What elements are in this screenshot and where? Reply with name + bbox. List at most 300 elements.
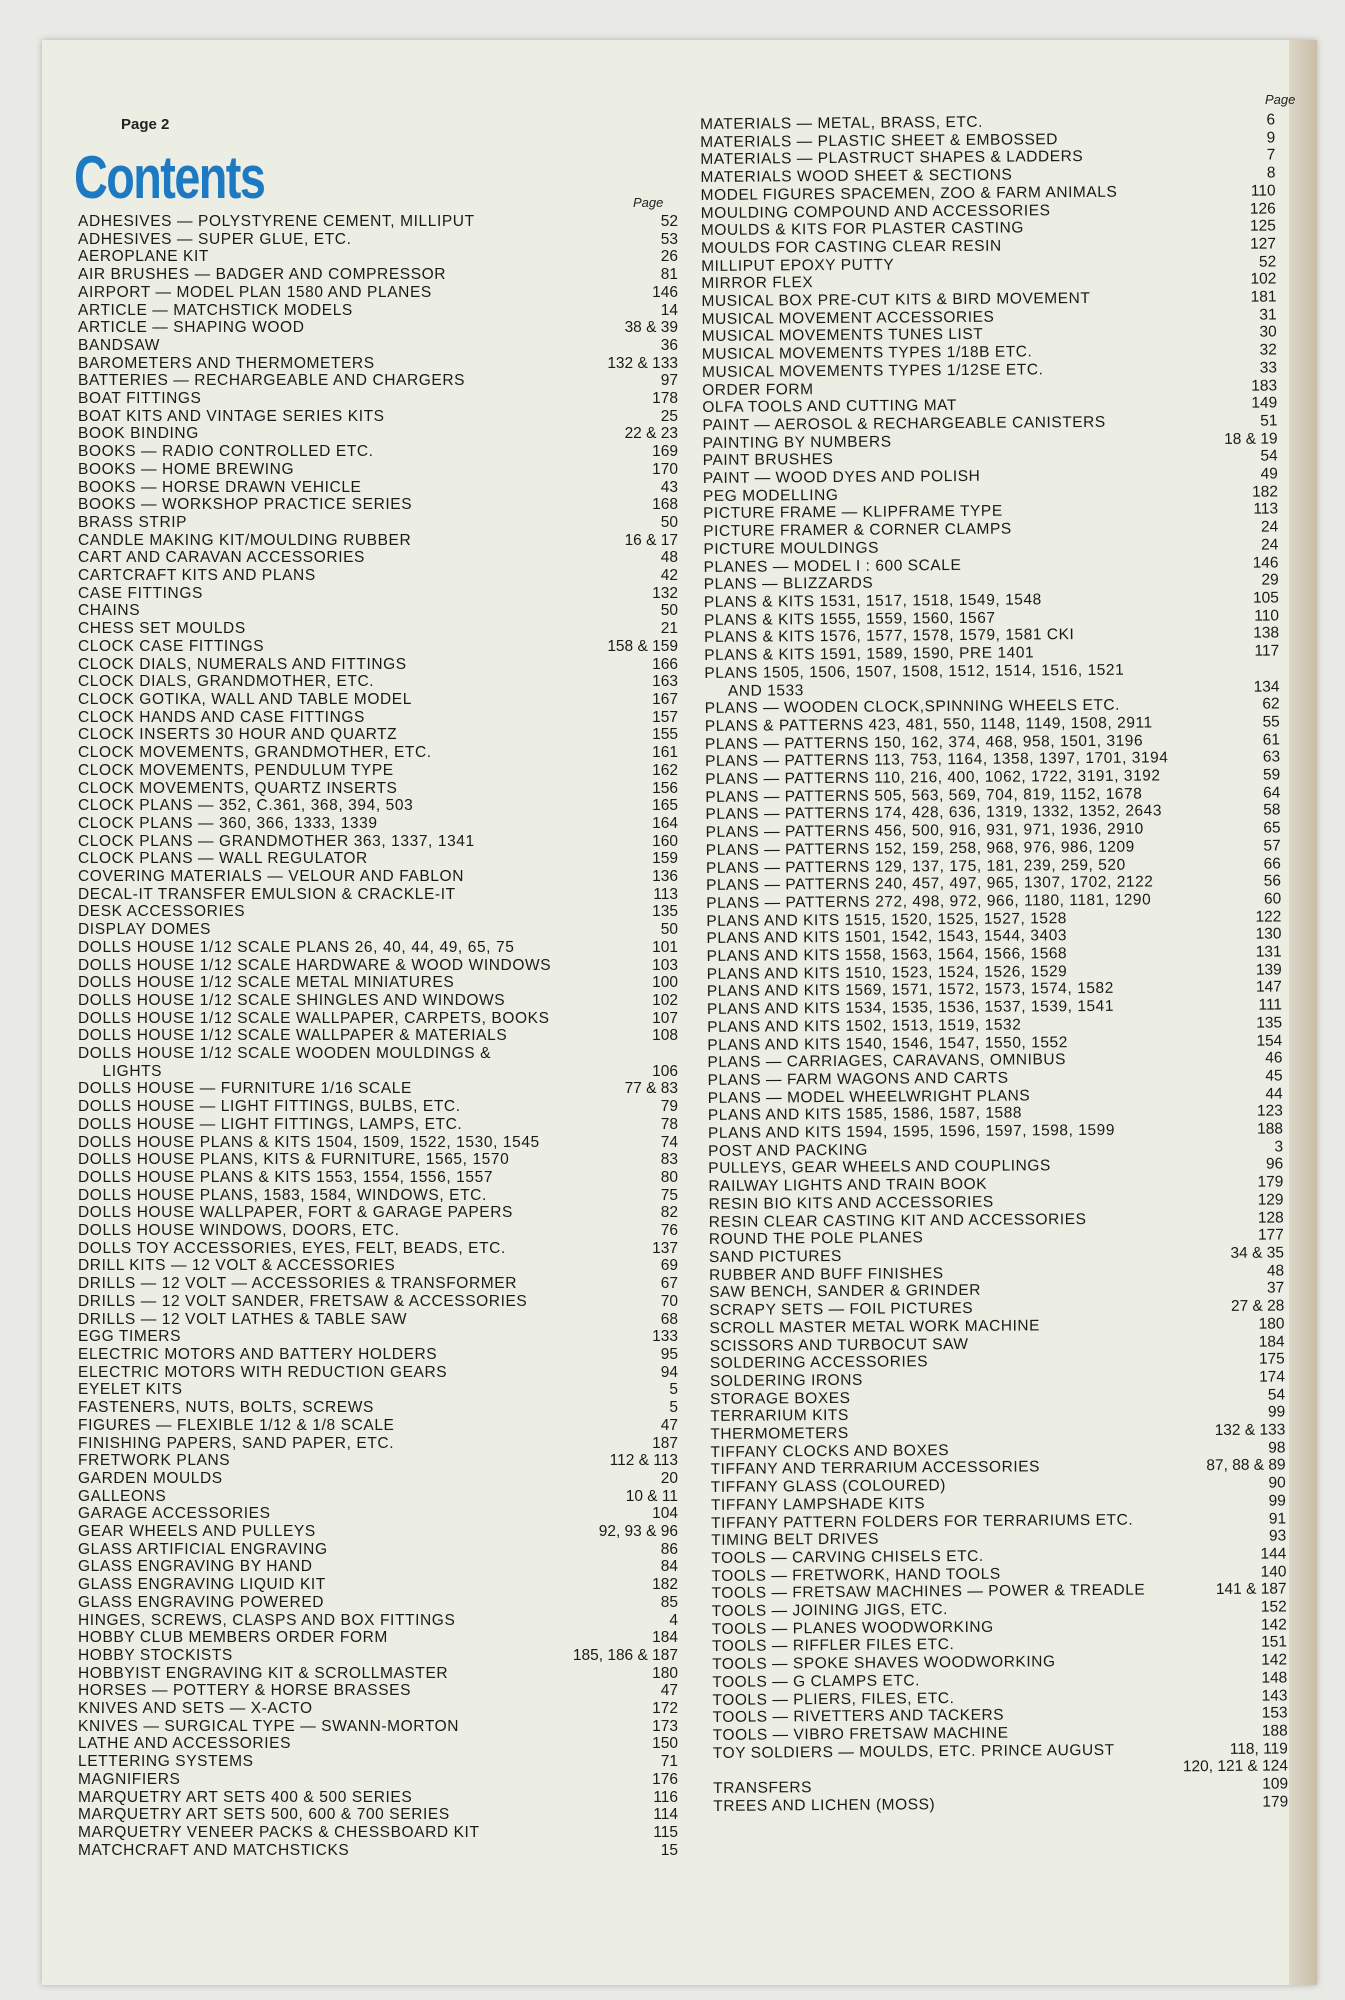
entry-title: PLANS — CARRIAGES, CARAVANS, OMNIBUS [707, 1051, 1067, 1072]
entry-title: TOOLS — PLANES WOODWORKING [711, 1618, 994, 1638]
contents-entry [78, 868, 678, 886]
entry-page-number: 20 [660, 1469, 678, 1487]
contents-entry [78, 319, 678, 337]
entry-page-number: 54 [1267, 1386, 1286, 1404]
entry-title: GEAR WHEELS AND PULLEYS [78, 1523, 316, 1541]
entry-page-number: 42 [660, 567, 678, 585]
contents-entry [78, 992, 678, 1010]
entry-title: SCISSORS AND TURBOCUT SAW [709, 1335, 969, 1355]
entry-title: PLANS AND KITS 1534, 1535, 1536, 1537, 1539, 1541 [706, 997, 1115, 1019]
entry-page-number: 57 [1263, 837, 1281, 855]
contents-entry [78, 1665, 678, 1683]
entry-title: BOAT FITTINGS [78, 390, 202, 408]
contents-entry [78, 1116, 678, 1134]
entry-page-number: 9 [1266, 129, 1276, 147]
contents-entry [78, 372, 678, 390]
entry-page-number: 95 [660, 1346, 678, 1363]
entry-title: DISPLAY DOMES [78, 921, 211, 939]
entry-page-number: 27 & 28 [1230, 1297, 1285, 1315]
entry-page-number: 161 [652, 744, 678, 762]
entry-page-number: 59 [1262, 766, 1281, 784]
entry-page-number: 8 [1266, 164, 1276, 182]
entry-title: MATCHCRAFT AND MATCHSTICKS [78, 1841, 350, 1859]
entry-title: EYELET KITS [78, 1381, 183, 1399]
entry-title: AIR BRUSHES — BADGER AND COMPRESSOR [78, 266, 447, 284]
contents-entry [78, 1080, 678, 1098]
page-spine [1289, 40, 1317, 1985]
contents-entry [78, 1417, 678, 1435]
entry-title: ORDER FORM [702, 380, 814, 399]
entry-title: CLOCK PLANS — WALL REGULATOR [78, 850, 368, 868]
contents-entry [78, 638, 678, 656]
entry-page-number: 76 [660, 1222, 678, 1240]
entry-title: FASTENERS, NUTS, BOLTS, SCREWS [78, 1399, 374, 1417]
entry-page-number: 180 [1258, 1315, 1285, 1333]
entry-page-number: 21 [660, 620, 678, 638]
entry-title: TERRARIUM KITS [710, 1407, 849, 1426]
entry-page-number: 183 [1251, 377, 1278, 395]
entry-title: COVERING MATERIALS — VELOUR AND FABLON [78, 868, 464, 886]
contents-entry [78, 337, 678, 355]
entry-page-number: 126 [1249, 199, 1276, 218]
entry-title: CART AND CARAVAN ACCESSORIES [78, 549, 365, 567]
entry-title: DECAL-IT TRANSFER EMULSION & CRACKLE-IT [78, 885, 456, 903]
contents-entry [78, 1771, 678, 1789]
entry-title: PLANS — PATTERNS 152, 159, 258, 968, 976, 986, 1209 [705, 838, 1135, 859]
entry-title: PLANS AND KITS 1569, 1571, 1572, 1573, 1574, 1582 [706, 980, 1114, 1001]
entry-page-number: 34 & 35 [1230, 1244, 1285, 1262]
entry-page-number: 113 [653, 885, 678, 903]
entry-page-number: 182 [652, 1576, 678, 1594]
entry-title: GARDEN MOULDS [78, 1469, 223, 1487]
entry-page-number: 98 [1268, 1439, 1286, 1457]
entry-page-number: 63 [1262, 748, 1281, 766]
entry-page-number: 50 [660, 513, 678, 531]
contents-entry [78, 585, 678, 603]
entry-page-number: 94 [660, 1363, 678, 1381]
left-page-column-header: Page [633, 195, 664, 210]
contents-entry [78, 1222, 678, 1240]
contents-entry [78, 762, 678, 780]
contents-entry [78, 1452, 678, 1470]
entry-page-number: 144 [1260, 1545, 1287, 1563]
contents-entry [78, 284, 678, 302]
entry-title: FRETWORK PLANS [78, 1452, 231, 1470]
entry-title: MUSICAL MOVEMENTS TUNES LIST [701, 326, 984, 346]
entry-title: MUSICAL MOVEMENT ACCESSORIES [701, 308, 995, 328]
entry-page-number: 93 [1268, 1527, 1287, 1545]
entry-page-number: 185, 186 & 187 [572, 1646, 678, 1664]
contents-entry [78, 709, 678, 727]
entry-title: BOOKS — RADIO CONTROLLED ETC. [78, 443, 374, 461]
entry-page-number: 90 [1268, 1474, 1286, 1492]
entry-page-number: 18 & 19 [1224, 430, 1278, 448]
entry-page-number: 71 [660, 1753, 678, 1771]
entry-page-number: 164 [652, 814, 678, 832]
contents-entry [78, 921, 678, 939]
entry-title: PLANS — PATTERNS 150, 162, 374, 468, 958, 1501, 3196 [704, 732, 1144, 753]
entry-page-number: 137 [652, 1239, 678, 1257]
contents-entry [78, 425, 678, 443]
entry-title: POST AND PACKING [708, 1141, 869, 1160]
contents-entry [78, 1257, 678, 1275]
entry-title: BANDSAW [78, 336, 160, 354]
contents-entry [78, 461, 678, 479]
entry-title: TOOLS — PLIERS, FILES, ETC. [712, 1689, 955, 1709]
entry-page-number: 131 [1255, 943, 1282, 961]
entry-title: AEROPLANE KIT [78, 248, 209, 266]
entry-title: MATERIALS — PLASTRUCT SHAPES & LADDERS [700, 148, 1084, 169]
entry-page-number: 68 [660, 1310, 678, 1328]
contents-entry [78, 248, 678, 266]
entry-page-number: 99 [1268, 1492, 1286, 1510]
contents-entry [78, 1647, 678, 1665]
entry-title: PLANS AND KITS 1502, 1513, 1519, 1532 [707, 1016, 1022, 1036]
entry-page-number: 32 [1259, 341, 1277, 359]
entry-page-number: 152 [1260, 1598, 1287, 1616]
entry-page-number: 74 [660, 1133, 678, 1151]
contents-entry [78, 1470, 678, 1488]
entry-page-number: 66 [1263, 854, 1281, 873]
entry-page-number: 87, 88 & 89 [1206, 1456, 1286, 1475]
contents-entry [78, 1381, 678, 1399]
entry-title: ROUND THE POLE PLANES [708, 1229, 924, 1249]
entry-title: PLANES — MODEL I : 600 SCALE [703, 556, 962, 576]
entry-title: LETTERING SYSTEMS [78, 1753, 254, 1771]
contents-entry [78, 1488, 678, 1506]
contents-entry [78, 1399, 678, 1417]
entry-page-number: 111 [1258, 996, 1283, 1014]
contents-entry [78, 266, 678, 284]
entry-page-number: 50 [660, 921, 678, 939]
entry-page-number: 52 [1258, 253, 1277, 271]
entry-page-number: 173 [652, 1717, 678, 1735]
contents-entry [78, 1204, 678, 1222]
entry-page-number: 61 [1262, 731, 1280, 749]
entry-page-number: 132 & 133 [607, 354, 678, 372]
entry-title: MOULDS FOR CASTING CLEAR RESIN [700, 237, 1002, 257]
entry-title: PLANS & KITS 1555, 1559, 1560, 1567 [703, 609, 996, 629]
entry-page-number: 162 [652, 761, 678, 779]
entry-title: TIFFANY LAMPSHADE KITS [710, 1495, 926, 1514]
entry-page-number: 108 [652, 1027, 678, 1045]
entry-page-number: 116 [653, 1788, 678, 1806]
entry-page-number: 115 [653, 1823, 678, 1841]
entry-title: MODEL FIGURES SPACEMEN, ZOO & FARM ANIMALS [700, 183, 1118, 204]
entry-title: PICTURE MOULDINGS [703, 539, 880, 558]
entry-title: ELECTRIC MOTORS AND BATTERY HOLDERS [78, 1346, 438, 1363]
entry-title: CHESS SET MOULDS [78, 620, 246, 638]
contents-entry [78, 1187, 678, 1205]
entry-page-number: 52 [660, 213, 678, 230]
entry-page-number: 135 [652, 903, 678, 921]
entry-title: PLANS — PATTERNS 505, 563, 569, 704, 819, 1152, 1678 [705, 785, 1143, 806]
entry-title: SOLDERING IRONS [709, 1371, 863, 1390]
entry-page-number: 139 [1255, 961, 1282, 979]
entry-page-number: 16 & 17 [624, 531, 678, 549]
contents-entry [78, 886, 678, 904]
entry-page-number: 69 [660, 1257, 678, 1275]
entry-page-number: 143 [1261, 1687, 1288, 1705]
entry-title: DOLLS HOUSE 1/12 SCALE METAL MINIATURES [78, 974, 455, 992]
entry-page-number: 147 [1255, 978, 1282, 997]
entry-page-number: 10 & 11 [625, 1487, 678, 1505]
entry-title: DOLLS TOY ACCESSORIES, EYES, FELT, BEADS, ETC. [78, 1239, 506, 1257]
entry-title: MAGNIFIERS [78, 1770, 181, 1788]
entry-page-number: 110 [1250, 182, 1276, 200]
entry-title: AIRPORT — MODEL PLAN 1580 AND PLANES [78, 283, 432, 301]
entry-page-number: 102 [652, 991, 678, 1009]
entry-page-number: 110 [1254, 607, 1280, 625]
entry-title: SCRAPY SETS — FOIL PICTURES [709, 1300, 974, 1320]
entry-page-number: 163 [652, 673, 678, 691]
entry-title: PEG MODELLING [702, 486, 839, 505]
entry-page-number: 7 [1266, 146, 1276, 164]
entry-page-number: 33 [1259, 359, 1278, 377]
entry-title: TOOLS — JOINING JIGS, ETC. [711, 1601, 949, 1621]
entry-page-number: 104 [652, 1505, 678, 1523]
entry-page-number: 112 & 113 [609, 1452, 678, 1470]
entry-title: BOOK BINDING [78, 425, 199, 443]
entry-title: EGG TIMERS [78, 1328, 182, 1346]
entry-page-number: 170 [652, 460, 678, 478]
entry-title: CLOCK DIALS, GRANDMOTHER, ETC. [78, 673, 375, 691]
entry-page-number: 55 [1262, 713, 1280, 731]
entry-page-number: 117 [1254, 642, 1280, 660]
contents-entry [78, 231, 678, 249]
entry-page-number: 4 [669, 1611, 678, 1629]
entry-title: SAND PICTURES [708, 1247, 842, 1266]
contents-entry [78, 1806, 678, 1824]
entry-title: HORSES — POTTERY & HORSE BRASSES [78, 1682, 412, 1700]
entry-title: PLANS — BLIZZARDS [703, 574, 874, 594]
entry-title: FIGURES — FLEXIBLE 1/12 & 1/8 SCALE [78, 1416, 395, 1434]
entry-title: DOLLS HOUSE 1/12 SCALE HARDWARE & WOOD WINDOWS [78, 956, 552, 974]
contents-entry [78, 302, 678, 320]
entry-title: TOOLS — RIFFLER FILES ETC. [711, 1636, 955, 1656]
page-title: Contents [74, 144, 265, 211]
entry-page-number: 54 [1260, 447, 1278, 465]
entry-title: GLASS ENGRAVING BY HAND [78, 1558, 313, 1576]
entry-title: PLANS — PATTERNS 113, 753, 1164, 1358, 1397, 1701, 3194 [705, 749, 1169, 771]
entry-page-number: 181 [1250, 288, 1277, 306]
entry-title: PLANS AND KITS 1540, 1546, 1547, 1550, 1552 [707, 1033, 1068, 1054]
entry-title: PICTURE FRAMER & CORNER CLAMPS [703, 520, 1012, 541]
entry-title: MARQUETRY ART SETS 500, 600 & 700 SERIES [78, 1806, 450, 1824]
entry-page-number: 184 [1258, 1332, 1285, 1351]
entry-page-number: 51 [1260, 412, 1278, 430]
entry-page-number: 182 [1252, 483, 1279, 501]
entry-title: PLANS — PATTERNS 174, 428, 636, 1319, 1332, 1352, 2643 [705, 802, 1163, 824]
entry-page-number: 47 [660, 1682, 678, 1700]
entry-title: GLASS ENGRAVING LIQUID KIT [78, 1576, 326, 1594]
entry-title: MATERIALS — METAL, BRASS, ETC. [700, 113, 984, 133]
entry-page-number: 166 [652, 655, 678, 673]
entry-title: CLOCK PLANS — GRANDMOTHER 363, 1337, 1341 [78, 832, 475, 850]
entry-title: PLANS — MODEL WHEELWRIGHT PLANS [707, 1087, 1031, 1107]
entry-page-number: 155 [652, 726, 678, 744]
contents-entry [78, 673, 678, 691]
entry-title: MARQUETRY VENEER PACKS & CHESSBOARD KIT [78, 1823, 480, 1841]
entry-page-number: 165 [652, 797, 678, 815]
entry-page-number: 158 & 159 [607, 637, 678, 655]
contents-entry [78, 620, 678, 638]
contents-entry [78, 1364, 678, 1382]
entry-page-number: 132 [652, 584, 678, 602]
contents-entry [78, 602, 678, 620]
entry-title: BRASS STRIP [78, 513, 188, 531]
entry-title: PULLEYS, GEAR WHEELS AND COUPLINGS [708, 1157, 1051, 1178]
contents-entry [78, 1169, 678, 1187]
entry-page-number: 99 [1267, 1403, 1286, 1421]
entry-page-number: 62 [1262, 695, 1280, 713]
entry-title: DOLLS HOUSE 1/12 SCALE WALLPAPER & MATERIALS [78, 1027, 508, 1045]
entry-page-number: 79 [660, 1098, 678, 1116]
entry-title: ADHESIVES — POLYSTYRENE CEMENT, MILLIPUT [78, 213, 475, 230]
entry-title: PLANS — PATTERNS 129, 137, 175, 181, 239, 259, 520 [705, 856, 1126, 877]
contents-entry [78, 443, 678, 461]
entry-page-number: 141 & 187 [1215, 1580, 1287, 1599]
contents-entry [78, 408, 678, 426]
entry-title: PAINT — AEROSOL & RECHARGEABLE CANISTERS [702, 413, 1106, 434]
entry-title: PLANS & KITS 1591, 1589, 1590, PRE 1401 [704, 644, 1035, 665]
entry-title: TREES AND LICHEN (MOSS) [713, 1796, 936, 1815]
entry-title: STORAGE BOXES [710, 1389, 851, 1408]
entry-page-number: 5 [669, 1381, 678, 1399]
contents-entry [78, 726, 678, 744]
entry-title: TOOLS — SPOKE SHAVES WOODWORKING [712, 1653, 1056, 1674]
entry-page-number: 132 & 133 [1214, 1421, 1286, 1440]
entry-page-number: 106 [652, 1062, 678, 1080]
entry-title: PAINTING BY NUMBERS [702, 433, 892, 452]
entry-page-number: 56 [1263, 872, 1282, 890]
entry-title: MUSICAL MOVEMENTS TYPES 1/18B ETC. [701, 343, 1033, 364]
entry-title: PLANS AND KITS 1558, 1563, 1564, 1566, 1568 [706, 945, 1068, 966]
entry-page-number: 85 [660, 1593, 678, 1611]
entry-title: OLFA TOOLS AND CUTTING MAT [702, 397, 957, 417]
contents-entry [78, 1594, 678, 1612]
contents-entry [78, 1576, 678, 1594]
entry-page-number: 25 [660, 407, 678, 425]
entry-title: GARAGE ACCESSORIES [78, 1505, 271, 1523]
entry-title: PLANS AND KITS 1515, 1520, 1525, 1527, 1528 [706, 909, 1067, 930]
entry-title: CHAINS [78, 602, 141, 620]
entry-page-number: 140 [1260, 1563, 1287, 1581]
entry-title: HOBBYIST ENGRAVING KIT & SCROLLMASTER [78, 1664, 449, 1682]
entry-title: THERMOMETERS [710, 1424, 849, 1443]
entry-title: DOLLS HOUSE WALLPAPER, FORT & GARAGE PAPERS [78, 1204, 513, 1222]
contents-entry [78, 496, 678, 514]
entry-page-number: 78 [660, 1115, 678, 1133]
contents-entry [78, 1541, 678, 1559]
entry-title: MARQUETRY ART SETS 400 & 500 SERIES [78, 1788, 413, 1806]
contents-entry [78, 514, 678, 532]
entry-title: TIFFANY CLOCKS AND BOXES [710, 1441, 950, 1461]
entry-title: DOLLS HOUSE — LIGHT FITTINGS, LAMPS, ETC. [78, 1115, 463, 1133]
contents-entry [78, 1824, 678, 1842]
entry-page-number: 29 [1261, 571, 1279, 589]
entry-page-number: 179 [1257, 1173, 1284, 1191]
entry-title: TOOLS — FRETSAW MACHINES — POWER & TREADLE [711, 1581, 1146, 1603]
entry-page-number: 46 [1265, 1049, 1283, 1067]
entry-page-number: 113 [1253, 500, 1279, 519]
entry-page-number: 105 [1252, 589, 1279, 607]
entry-page-number: 43 [660, 478, 678, 496]
entry-title: TRANSFERS [713, 1779, 813, 1798]
entry-page-number: 24 [1261, 536, 1279, 554]
entry-page-number: 134 [1253, 677, 1280, 696]
entry-title: TIFFANY PATTERN FOLDERS FOR TERRARIUMS ETC. [710, 1511, 1134, 1532]
entry-title: DOLLS HOUSE PLANS, 1583, 1584, WINDOWS, ETC. [78, 1186, 487, 1204]
entry-page-number: 53 [660, 230, 678, 248]
contents-entry [78, 1151, 678, 1169]
entry-title: PLANS — PATTERNS 456, 500, 916, 931, 971, 1936, 2910 [705, 820, 1144, 842]
entry-page-number: 159 [652, 850, 678, 868]
contents-entry [78, 1027, 678, 1045]
entry-title: BOOKS — HORSE DRAWN VEHICLE [78, 478, 362, 496]
contents-entry [78, 1346, 678, 1364]
entry-title: ELECTRIC MOTORS WITH REDUCTION GEARS [78, 1363, 448, 1381]
entry-title: PLANS AND KITS 1501, 1542, 1543, 1544, 3403 [706, 927, 1068, 948]
entry-page-number: 157 [652, 708, 678, 726]
entry-page-number: 138 [1253, 624, 1280, 643]
entry-page-number: 92, 93 & 96 [598, 1523, 678, 1541]
entry-title: TOOLS — CARVING CHISELS ETC. [711, 1547, 984, 1567]
entry-page-number: 44 [1265, 1085, 1283, 1103]
entry-page-number: 38 & 39 [624, 319, 678, 337]
entry-page-number: 84 [660, 1558, 678, 1576]
contents-entry [78, 1523, 678, 1541]
entry-page-number: 114 [653, 1806, 678, 1824]
entry-title: RUBBER AND BUFF FINISHES [709, 1264, 944, 1284]
entry-page-number: 15 [660, 1841, 678, 1859]
contents-entry [78, 1063, 678, 1081]
entry-title: MILLIPUT EPOXY PUTTY [701, 256, 895, 275]
contents-entry [78, 957, 678, 975]
entry-page-number: 58 [1263, 801, 1281, 820]
entry-title: TOOLS — RIVETTERS AND TACKERS [712, 1706, 1005, 1727]
entry-page-number: 160 [652, 832, 678, 850]
contents-entry [78, 780, 678, 798]
entry-title: PICTURE FRAME — KLIPFRAME TYPE [703, 503, 1003, 523]
entry-page-number: 149 [1251, 394, 1278, 412]
entry-title: DOLLS HOUSE 1/12 SCALE WOODEN MOULDINGS & [78, 1045, 492, 1063]
entry-title: BAROMETERS AND THERMOMETERS [78, 354, 375, 372]
entry-title: GALLEONS [78, 1487, 167, 1505]
entry-page-number: 150 [652, 1735, 678, 1753]
entry-title: BOAT KITS AND VINTAGE SERIES KITS [78, 407, 385, 425]
entry-page-number: 148 [1261, 1669, 1288, 1687]
entry-title: PLANS & KITS 1576, 1577, 1578, 1579, 1581 CKI [704, 626, 1075, 647]
entry-page-number: 97 [660, 372, 678, 390]
entry-page-number: 130 [1255, 925, 1282, 944]
entry-page-number: 91 [1268, 1509, 1287, 1528]
entry-title: LATHE AND ACCESSORIES [78, 1735, 292, 1753]
entry-title: TIMING BELT DRIVES [711, 1530, 880, 1550]
entry-page-number: 50 [660, 602, 678, 620]
entry-title: DOLLS HOUSE — FURNITURE 1/16 SCALE [78, 1080, 412, 1098]
entry-title: DRILLS — 12 VOLT SANDER, FRETSAW & ACCESSORIES [78, 1292, 528, 1310]
contents-entry [78, 1718, 678, 1736]
contents-entry [78, 1311, 678, 1329]
entry-title: DOLLS HOUSE — LIGHT FITTINGS, BULBS, ETC. [78, 1098, 461, 1116]
entry-page-number: 122 [1255, 908, 1282, 926]
entry-page-number: 151 [1261, 1633, 1288, 1652]
entry-page-number: 123 [1256, 1102, 1283, 1121]
contents-entry [78, 1328, 678, 1346]
entry-title: CLOCK MOVEMENTS, QUARTZ INSERTS [78, 779, 398, 797]
entry-title: TOOLS — VIBRO FRETSAW MACHINE [712, 1724, 1009, 1744]
